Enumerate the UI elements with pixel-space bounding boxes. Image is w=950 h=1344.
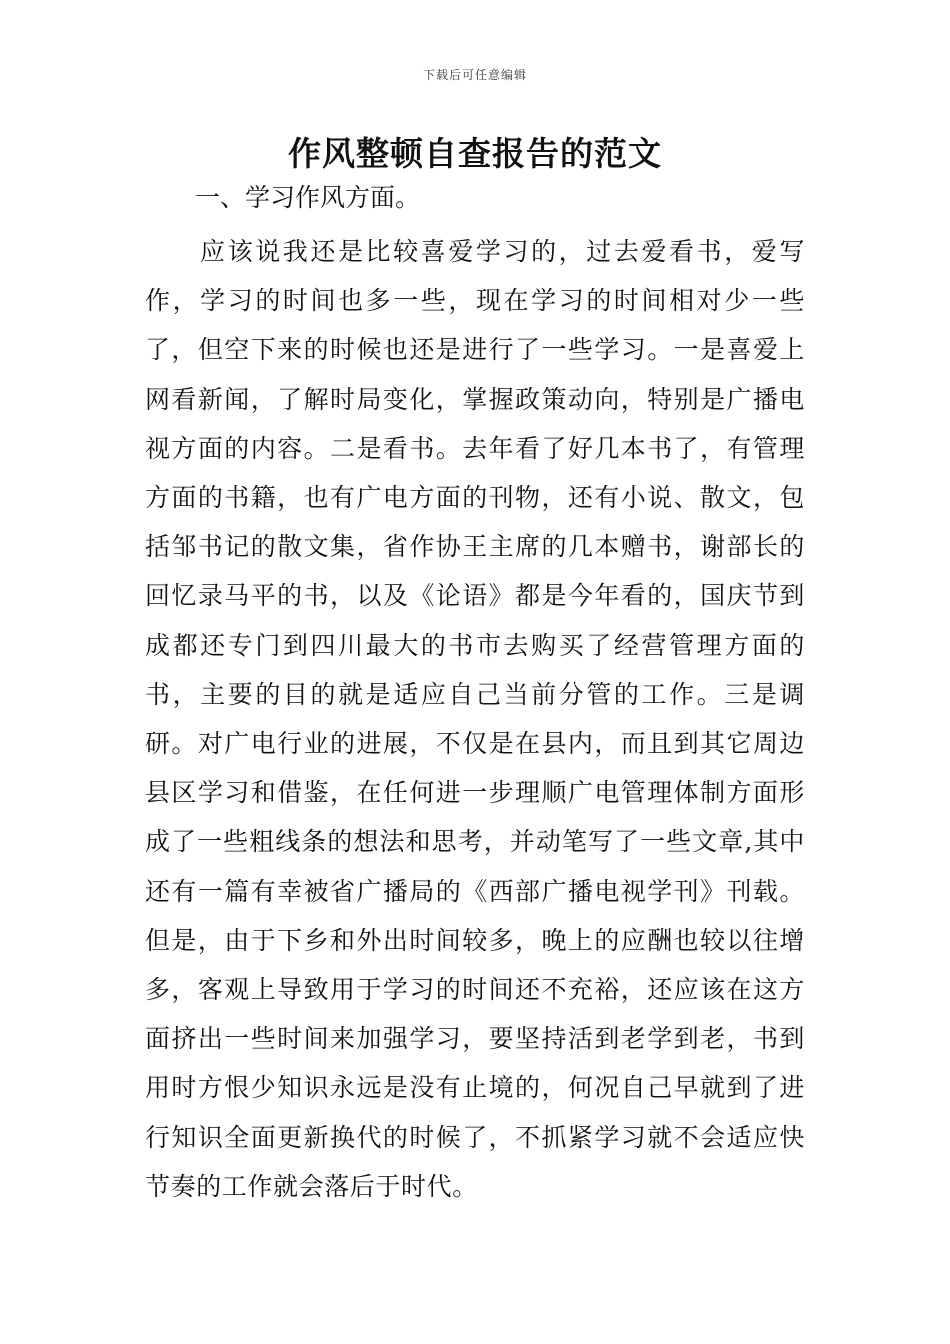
section-heading: 一、学习作风方面。 xyxy=(195,183,421,212)
body-paragraph: 应该说我还是比较喜爱学习的，过去爱看书，爱写作，学习的时间也多一些，现在学习的时间相对少一些了，但空下来的时候也还是进行了一些学习。一是喜爱上网看新闻，了解时局变化，掌握政策动向，特别是广播电视方面的内容。二是看书。去年看了好几本书了，有管理方面的书籍，也有广电方面的刊物，还有小说、散文，包括邹书记的散文集，省作协王主席的几本赠书，谢部长的回忆录马平的书，以及《论语》都是今年看的，国庆节到成都还专门到四川最大的书市去购买了经营管理方面的书，主要的目的就是适应自己当前分管的工作。三是调研。对广电行业的进展，不仅是在县内，而且到其它周边县区学习和借鉴，在任何进一步理顺广电管理体制方面形成了一些粗线条的想法和思考，并动笔写了一些文章,其中还有一篇有幸被省广播局的《西部广播电视学刊》刊载。但是，由于下乡和外出时间较多，晚上的应酬也较以往增多，客观上导致用于学习的时间还不充裕，还应该在这方面挤出一些时间来加强学习，要坚持活到老学到老，书到用时方恨少知识永远是没有止境的，何况自己早就到了进行知识全面更新换代的时候了，不抓紧学习就不会适应快节奏的工作就会落后于时代。 xyxy=(145,237,805,1201)
document-title: 作风整顿自查报告的范文 xyxy=(288,134,662,173)
header-note: 下载后可任意编辑 xyxy=(422,68,527,82)
